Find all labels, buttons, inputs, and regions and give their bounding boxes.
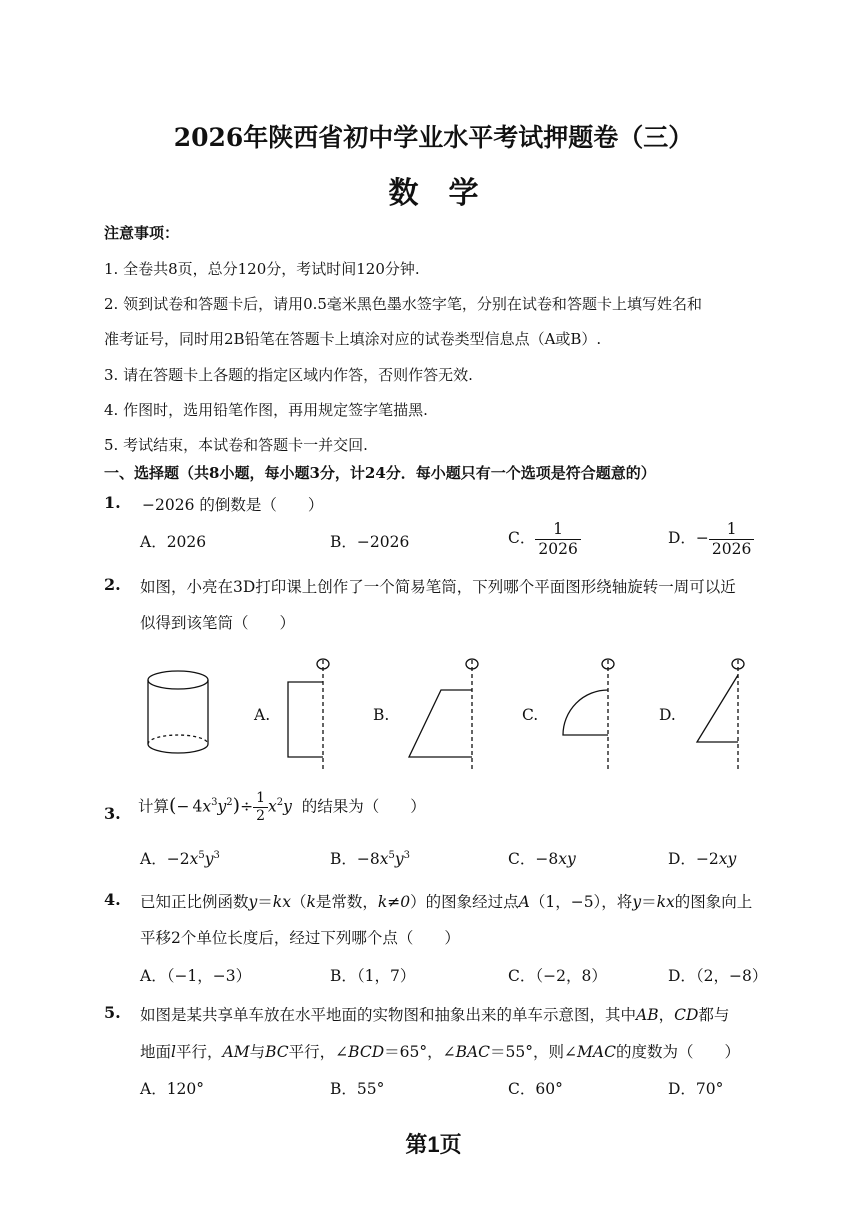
- q4-option-b: B．（1，7）: [330, 967, 416, 985]
- q1-number: 1.: [104, 493, 121, 512]
- subject-title: 数学: [388, 176, 509, 211]
- pen-holder-cylinder: [148, 671, 208, 753]
- q2-option-b: B.: [373, 706, 390, 724]
- q3-text: 计算(− $4x^3y^2)\div$ $\frac{1}{2}$ $x^2y$ 的结果为（ ）: [138, 790, 426, 824]
- notice-item-2-cont: 准考证号，同时用2B铅笔在答题卡上填涂对应的试卷类型信息点（A或B）.: [104, 330, 602, 348]
- q1-option-c: C． $\frac{1}{2026}$: [508, 520, 581, 558]
- q4-option-c: C．（−2，8）: [508, 967, 607, 985]
- notice-item-4: 4. 作图时，选用铅笔作图，再用规定签字笔描黑.: [104, 401, 428, 419]
- option-b-shape: [409, 659, 478, 772]
- q2-option-a: A.: [254, 706, 271, 724]
- q1-option-d: D．− $\frac{1}{2026}$: [668, 520, 754, 558]
- q5-option-b: B．55°: [330, 1080, 385, 1098]
- q3-option-a: A．$-2x^5y^3$: [140, 849, 220, 868]
- q3-option-b: B．$-8x^5y^3$: [330, 849, 411, 868]
- q5-option-d: D．70°: [668, 1080, 724, 1098]
- q2-option-d: D.: [659, 706, 676, 724]
- option-a-shape: [288, 659, 329, 772]
- option-c-shape: [563, 659, 614, 772]
- q5-option-a: A．120°: [140, 1080, 205, 1098]
- q4-line1: 已知正比例函数y＝kx（k是常数，k≠0）的图象经过点A（1，−5），将y＝kx的图象向上: [140, 893, 753, 911]
- notice-item-5: 5. 考试结束，本试卷和答题卡一并交回.: [104, 436, 368, 454]
- q1-text: −2026 的倒数是（ ）: [142, 496, 324, 514]
- exam-title: 2026年陕西省初中学业水平考试押题卷（三）: [173, 123, 694, 152]
- q2-figures: [0, 650, 867, 780]
- q4-option-a: A．（−1，−3）: [140, 967, 252, 985]
- q2-number: 2.: [104, 575, 121, 594]
- notice-item-3: 3. 请在答题卡上各题的指定区域内作答，否则作答无效.: [104, 366, 473, 384]
- q2-option-c: C.: [522, 706, 539, 724]
- notice-item-2: 2. 领到试卷和答题卡后，请用0.5毫米黑色墨水签字笔，分别在试卷和答题卡上填写姓名和: [104, 295, 702, 313]
- q5-number: 5.: [104, 1003, 121, 1022]
- q5-line2: 地面l平行，AM与BC平行，∠BCD＝65°，∠BAC＝55°，则∠MAC的度数为（ ）: [140, 1043, 740, 1061]
- q3-option-d: D．−2xy: [668, 850, 737, 868]
- q3-number: 3.: [104, 804, 121, 823]
- q3-option-c: C．−8xy: [508, 850, 576, 868]
- q5-option-c: C．60°: [508, 1080, 563, 1098]
- q5-line1: 如图是某共享单车放在水平地面的实物图和抽象出来的单车示意图，其中AB，CD都与: [140, 1006, 730, 1024]
- q2-line1: 如图，小亮在3D打印课上创作了一个简易笔筒，下列哪个平面图形绕轴旋转一周可以近: [140, 578, 736, 596]
- option-d-shape: [697, 659, 744, 772]
- q1-option-a: A．2026: [140, 533, 207, 551]
- q4-option-d: D．（2，−8）: [668, 967, 768, 985]
- q2-line2: 似得到该笔筒（ ）: [140, 614, 296, 632]
- q4-line2: 平移2个单位长度后，经过下列哪个点（ ）: [140, 929, 460, 947]
- section-title: 一、选择题（共8小题，每小题3分，计24分．每小题只有一个选项是符合题意的）: [104, 464, 656, 482]
- q4-number: 4.: [104, 890, 121, 909]
- page-number: 第1页: [405, 1132, 462, 1157]
- notice-item-1: 1. 全卷共8页，总分120分，考试时间120分钟.: [104, 260, 420, 278]
- q1-option-b: B．−2026: [330, 533, 410, 551]
- notice-heading: 注意事项：: [104, 224, 180, 242]
